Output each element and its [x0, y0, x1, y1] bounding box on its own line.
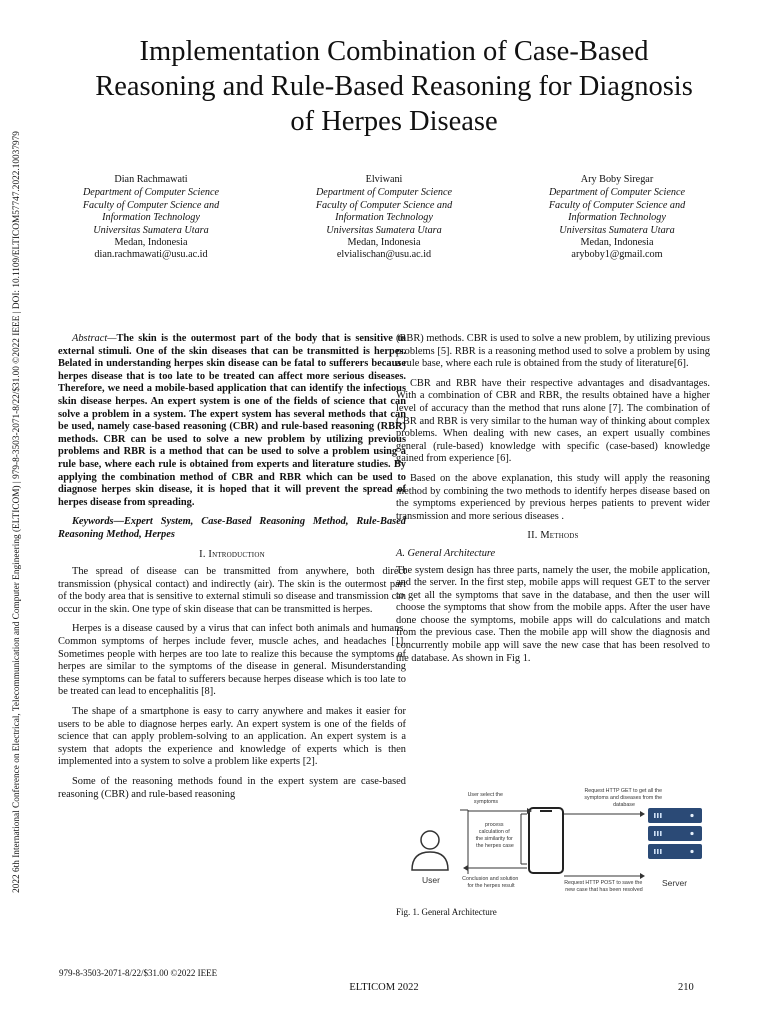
label-http-get: Request HTTP GET to get all the symptoms and diseases from the database	[584, 788, 663, 808]
paper-title: Implementation Combination of Case-Based Reasoning and Rule-Based Reasoning for Diagnosis of Herpes Disease	[95, 36, 693, 137]
user-icon	[412, 831, 448, 870]
left-column	[58, 333, 406, 808]
figure-caption: Fig. 1. General Architecture	[396, 907, 497, 917]
keywords: Keywords—Expert System, Case-Based Reasoning Method, Rule-Based Reasoning Method, Herpes	[58, 516, 406, 540]
paragraph: The shape of a smartphone is easy to carry anywhere and makes it easier for users to be able to diagnose herpes early. An expert system is one of the fields of science that can apply problem-solving to an application. An expert system is a system that adopts the experience and knowledge of experts which is then implemented into a system to solve a problem like experts [2].	[58, 706, 406, 768]
paragraph: The spread of disease can be transmitted from anywhere, both direct transmission (physical contact) and indirectly (air). The skin is the outermost part of the body area that is sensitive to external stimuli so disease and transmission can occur in the skin. One type of skin disease that can be transmitted is herpes.	[58, 566, 406, 615]
phone-icon	[529, 808, 563, 873]
abstract: Abstract—The skin is the outermost part of the body that is sensitive to external stimuli. One of the skin diseases that can be transmitted is herpes. Belated in understanding herpes skin disease can be fatal to sufferers because herpes disease that is too late to be treated can affect more serious diseases. Therefore, we need a mobile-based application that can identify the infectious skin disease herpes. An expert system is one of the fields of science that can solve a problem in a system. The expert system has several methods that can be used, namely case-based reasoning (CBR) and rule-based reasoning (RBR) methods. CBR can be used to solve a new problem by utilizing previous problems and RBR is a method that can be used to solve a problem using a rule base, where each rule is obtained from experts and literature studies. By applying the combination method of CBR and RBR which can be used to diagnose herpes skin disease, it is hoped that it will prevent the spread of herpes disease from spreading.	[58, 333, 406, 508]
footer-conference: ELTICOM 2022	[349, 982, 419, 993]
subsection-heading: A. General Architecture	[396, 547, 496, 559]
section-heading-methods: II. Methods	[527, 530, 579, 542]
label-process: process calculation of the similarity for the herpes case	[475, 822, 514, 849]
doi-sidebar: 2022 6th International Conference on Electrical, Telecommunication and Computer Engineering (ELTICOM) | 979-8-3503-2071-8/22/$31.00 ©2022 IEEE | DOI: 10.1109/ELTICOM57747.2022.10037979	[12, 131, 22, 893]
server-label: Server	[662, 878, 688, 888]
architecture-figure	[396, 784, 711, 896]
user-label: User	[422, 875, 440, 885]
footer-isbn: 979-8-3503-2071-8/22/$31.00 ©2022 IEEE	[59, 968, 218, 978]
author-1: Dian Rachmawati Department of Computer Science Faculty of Computer Science and Information Technology Universitas Sumatera Utara Medan, Indonesia dian.rachmawati@usu.ac.id	[82, 174, 220, 261]
label-user-select: User select the symptoms	[467, 792, 503, 805]
right-column	[396, 333, 710, 672]
paragraph: The system design has three parts, namely the user, the mobile application, and the server. In the first step, mobile apps will request GET to the server to get all the symptoms that save in the database, and then the user will choose the symptoms that show from the mobile apps. After the user have done choose the symptoms, mobile apps will do calculations and match from the previous case. Then the mobile app will show the diagnosis and concurrently mobile app will save the new case that has been resolved to the database. As shown in Fig 1.	[396, 564, 710, 664]
label-http-post: Request HTTP POST to save the new case that has been resolved	[564, 880, 643, 893]
paragraph: Some of the reasoning methods found in the expert system are case-based reasoning (CBR) and rule-based reasoning	[58, 776, 406, 800]
paragraph: CBR and RBR have their respective advantages and disadvantages. With a combination of CBR and RBR, the results obtained have a higher level of accuracy than the method that runs alone [7]. The combination of CBR and RBR is very similar to the human way of thinking about complex problems. When dealing with new cases, an expert usually combines general (rule-based) knowledge with specific (case-based) knowledge gained from experience [6].	[396, 377, 710, 465]
author-3: Ary Boby Siregar Department of Computer Science Faculty of Computer Science and Information Technology Universitas Sumatera Utara Medan, Indonesia aryboby1@gmail.com	[548, 174, 686, 261]
page-number: 210	[678, 982, 694, 993]
author-2: Elviwani Department of Computer Science Faculty of Computer Science and Information Technology Universitas Sumatera Utara Medan, Indonesia elvialischan@usu.ac.id	[315, 174, 453, 261]
paragraph: (RBR) methods. CBR is used to solve a new problem, by utilizing previous problems [5]. RBR is a reasoning method used to solve a problem by using a rule base, where each rule is obtained from the study of literature[6].	[396, 333, 710, 370]
paragraph: Based on the above explanation, this study will apply the reasoning method by combining the two methods to identify herpes disease based on the symptoms experienced by previous herpes patients to prevent wider transmission and more serious diseases .	[396, 472, 710, 522]
section-heading-introduction: I. Introduction	[199, 548, 265, 560]
paragraph: Herpes is a disease caused by a virus that can infect both animals and humans. Common symptoms of herpes include fever, muscle aches, and headaches [1]. Sometimes people with herpes are too late to realize this because the symptoms of herpes are similar to the symptoms of the disease in general. Misunderstanding these symptoms can be fatal to sufferers because herpes disease which is too late to be treated can lead to encephalitis [8].	[58, 623, 406, 698]
label-conclusion: Conclusion and solution for the herpes result	[462, 876, 519, 889]
server-icon	[648, 808, 702, 859]
